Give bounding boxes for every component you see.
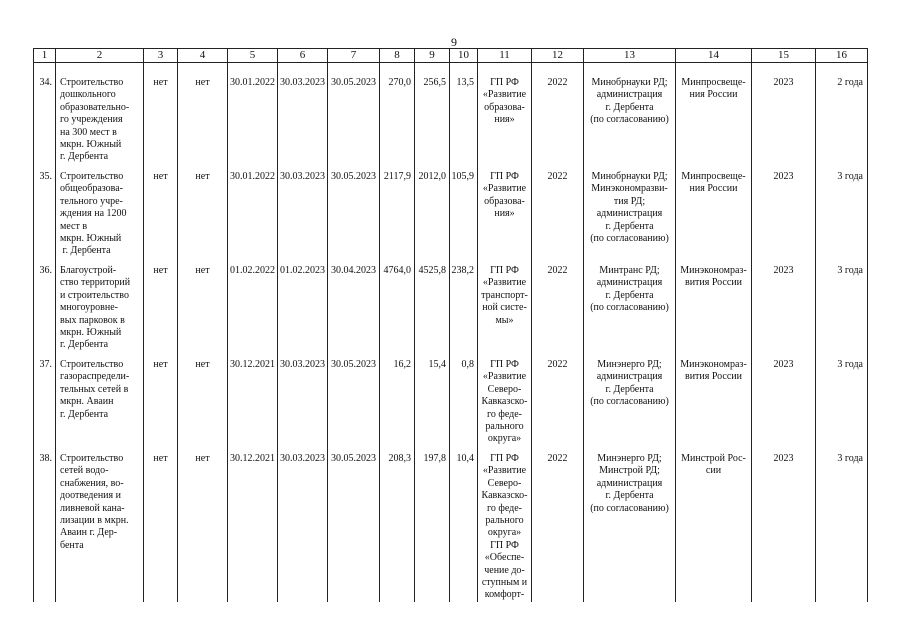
value-federal: 256,5 <box>415 75 450 169</box>
date-mid: 30.03.2023 <box>278 169 328 263</box>
value-total: 2117,9 <box>380 169 415 263</box>
date-start: 30.01.2022 <box>228 169 278 263</box>
header-cell: 1 <box>34 49 56 63</box>
header-cell: 9 <box>415 49 450 63</box>
responsible: Минэнерго РД; администрация г. Дербента (по согласованию) <box>584 357 676 451</box>
year: 2022 <box>532 169 584 263</box>
cell-col4: нет <box>178 451 228 602</box>
date-end: 30.05.2023 <box>328 169 380 263</box>
header-cell: 16 <box>816 49 868 63</box>
term: 3 года <box>816 263 868 357</box>
year: 2022 <box>532 451 584 602</box>
responsible: Минобрнауки РД; администрация г. Дербента (по согласованию) <box>584 75 676 169</box>
cell-col3: нет <box>144 169 178 263</box>
header-cell: 15 <box>752 49 816 63</box>
object-name: Строительство общеобразова- тельного учре- ждения на 1200 мест в мкрн. Южный г. Дербента <box>56 169 144 263</box>
responsible: Минтранс РД; администрация г. Дербента (по согласованию) <box>584 263 676 357</box>
cell-col3: нет <box>144 263 178 357</box>
header-row <box>34 49 868 63</box>
object-name: Строительство сетей водо- снабжения, во- доотведения и ливневой кана- лизации в мкрн. Аваин г. Дер- бента <box>56 451 144 602</box>
object-name: Благоустрой- ство территорий и строительство многоуровне- вых парковок в мкрн. Южный г. Дербента <box>56 263 144 357</box>
value-total: 16,2 <box>380 357 415 451</box>
object-name: Строительство газораспредели- тельных сетей в мкрн. Аваин г. Дербента <box>56 357 144 451</box>
completion-year: 2023 <box>752 169 816 263</box>
value-total: 208,3 <box>380 451 415 602</box>
header-cell: 2 <box>56 49 144 63</box>
federal-body: Минэкономраз- вития России <box>676 357 752 451</box>
state-program: ГП РФ «Развитие Северо- Кавказско- го феде- рального округа» ГП РФ «Обеспе- чение до- ступным и комфорт- <box>478 451 532 602</box>
cell-col4: нет <box>178 263 228 357</box>
completion-year: 2023 <box>752 451 816 602</box>
row-number: 34. <box>34 75 56 169</box>
cell-col3: нет <box>144 75 178 169</box>
state-program: ГП РФ «Развитие образова- ния» <box>478 169 532 263</box>
value-federal: 4525,8 <box>415 263 450 357</box>
cell-col4: нет <box>178 75 228 169</box>
cell-col4: нет <box>178 357 228 451</box>
date-start: 30.12.2021 <box>228 451 278 602</box>
spacer-row <box>34 63 868 76</box>
header-cell: 11 <box>478 49 532 63</box>
federal-body: Минстрой Рос- сии <box>676 451 752 602</box>
date-end: 30.05.2023 <box>328 451 380 602</box>
cell-col3: нет <box>144 357 178 451</box>
header-cell: 10 <box>450 49 478 63</box>
date-end: 30.05.2023 <box>328 357 380 451</box>
federal-body: Минпросвеще- ния России <box>676 75 752 169</box>
date-start: 30.12.2021 <box>228 357 278 451</box>
value-regional: 10,4 <box>450 451 478 602</box>
header-cell: 14 <box>676 49 752 63</box>
table-row <box>34 75 868 169</box>
row-number: 38. <box>34 451 56 602</box>
cell-col3: нет <box>144 451 178 602</box>
page-number: 9 <box>451 35 457 49</box>
date-mid: 30.03.2023 <box>278 357 328 451</box>
cell-col4: нет <box>178 169 228 263</box>
federal-body: Минэкономраз- вития России <box>676 263 752 357</box>
completion-year: 2023 <box>752 263 816 357</box>
term: 3 года <box>816 357 868 451</box>
year: 2022 <box>532 357 584 451</box>
table-row <box>34 169 868 263</box>
year: 2022 <box>532 263 584 357</box>
date-start: 01.02.2022 <box>228 263 278 357</box>
state-program: ГП РФ «Развитие Северо- Кавказско- го феде- рального округа» <box>478 357 532 451</box>
value-regional: 238,2 <box>450 263 478 357</box>
date-start: 30.01.2022 <box>228 75 278 169</box>
completion-year: 2023 <box>752 75 816 169</box>
value-federal: 2012,0 <box>415 169 450 263</box>
header-cell: 5 <box>228 49 278 63</box>
value-federal: 197,8 <box>415 451 450 602</box>
year: 2022 <box>532 75 584 169</box>
responsible: Минэнерго РД; Минстрой РД; администрация г. Дербента (по согласованию) <box>584 451 676 602</box>
date-mid: 30.03.2023 <box>278 75 328 169</box>
value-total: 270,0 <box>380 75 415 169</box>
value-regional: 13,5 <box>450 75 478 169</box>
row-number: 36. <box>34 263 56 357</box>
row-number: 37. <box>34 357 56 451</box>
header-cell: 4 <box>178 49 228 63</box>
date-end: 30.05.2023 <box>328 75 380 169</box>
object-name: Строительство дошкольного образовательно- го учреждения на 300 мест в мкрн. Южный г. Дербента <box>56 75 144 169</box>
federal-body: Минпросвеще- ния России <box>676 169 752 263</box>
header-cell: 12 <box>532 49 584 63</box>
responsible: Минобрнауки РД; Минэкономразви- тия РД; администрация г. Дербента (по согласованию) <box>584 169 676 263</box>
header-cell: 8 <box>380 49 415 63</box>
header-cell: 6 <box>278 49 328 63</box>
state-program: ГП РФ «Развитие транспорт- ной систе- мы» <box>478 263 532 357</box>
term: 3 года <box>816 169 868 263</box>
value-federal: 15,4 <box>415 357 450 451</box>
table-row <box>34 263 868 357</box>
table-row <box>34 451 868 602</box>
term: 3 года <box>816 451 868 602</box>
value-regional: 0,8 <box>450 357 478 451</box>
term: 2 года <box>816 75 868 169</box>
state-program: ГП РФ «Развитие образова- ния» <box>478 75 532 169</box>
header-cell: 3 <box>144 49 178 63</box>
header-cell: 7 <box>328 49 380 63</box>
header-cell: 13 <box>584 49 676 63</box>
value-regional: 105,9 <box>450 169 478 263</box>
date-mid: 30.03.2023 <box>278 451 328 602</box>
document-table <box>33 48 868 602</box>
date-end: 30.04.2023 <box>328 263 380 357</box>
completion-year: 2023 <box>752 357 816 451</box>
date-mid: 01.02.2023 <box>278 263 328 357</box>
value-total: 4764,0 <box>380 263 415 357</box>
row-number: 35. <box>34 169 56 263</box>
table-row <box>34 357 868 451</box>
